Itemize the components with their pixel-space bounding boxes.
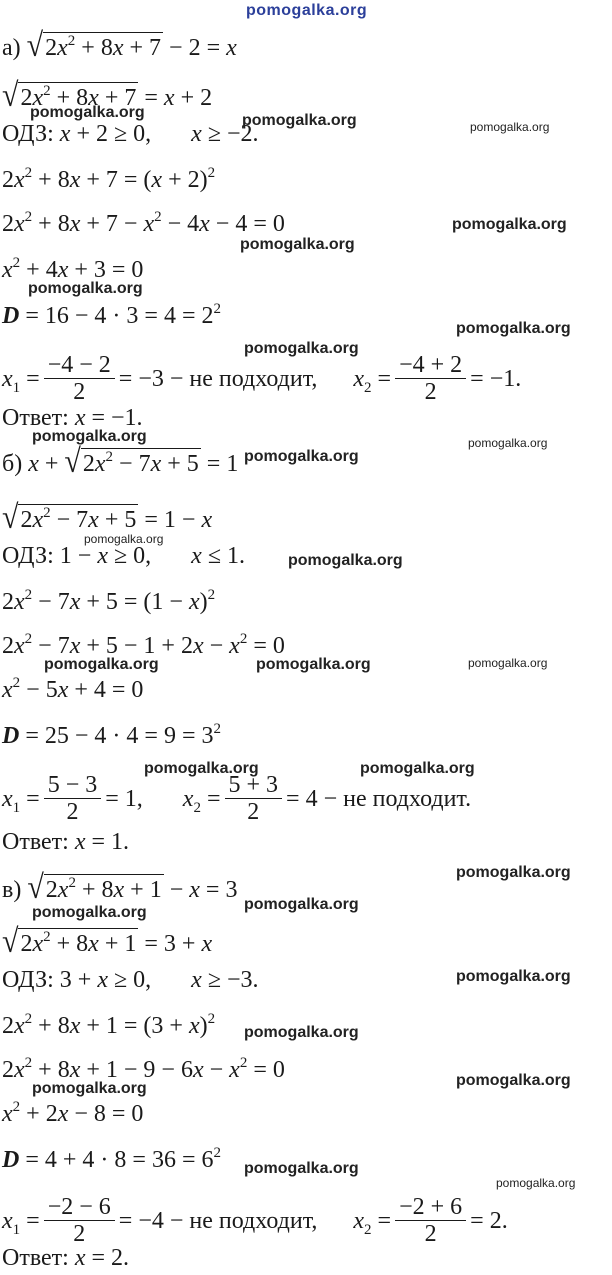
part-b-step-expand: $2x^2 - 7x + 5 - 1 + 2x - x^2 = 0$: [2, 631, 285, 659]
part-b-discriminant: $D = 25 - 4 \cdot 4 = 9 = 3^2$: [2, 721, 221, 749]
watermark: pomogalka.org: [244, 340, 359, 357]
part-b-equation: б) x + √ $2x^2 - 7x + 5$ = 1: [2, 442, 239, 480]
part-b-answer: Ответ: x = 1.: [2, 829, 130, 855]
rejected-note: не подходит.: [343, 786, 472, 813]
answer-label: Ответ:: [2, 1245, 69, 1271]
part-c-step-isolate: √ $2x^2 + 8x + 1$ = 3 + x: [2, 922, 213, 960]
watermark: pomogalka.org: [32, 904, 147, 921]
part-b-step-square: $2x^2 - 7x + 5 = (1 - x)^2$: [2, 587, 216, 615]
watermark: pomogalka.org: [240, 236, 355, 253]
watermark: pomogalka.org: [496, 1176, 576, 1190]
watermark: pomogalka.org: [144, 760, 259, 777]
watermark: pomogalka.org: [456, 320, 571, 337]
watermark-top: pomogalka.org: [246, 2, 368, 19]
watermark: pomogalka.org: [456, 864, 571, 881]
part-b-step-isolate: √ $2x^2 - 7x + 5$ = 1 − x: [2, 498, 213, 536]
part-c-step-quadratic: $x^2 + 2x - 8 = 0$: [2, 1099, 144, 1127]
watermark: pomogalka.org: [256, 656, 371, 673]
watermark: pomogalka.org: [288, 552, 403, 569]
watermark: pomogalka.org: [452, 216, 567, 233]
odz-label: ОДЗ:: [2, 543, 54, 569]
part-a-odz: ОДЗ: x + 2 ≥ 0, x ≥ −2.: [2, 121, 259, 147]
part-c-odz: ОДЗ: 3 + x ≥ 0, x ≥ −3.: [2, 967, 259, 993]
watermark: pomogalka.org: [244, 448, 359, 465]
part-a-discriminant: $D = 16 - 4 \cdot 3 = 4 = 2^2$: [2, 301, 221, 329]
watermark: pomogalka.org: [84, 532, 164, 546]
answer-label: Ответ:: [2, 829, 69, 855]
part-c-equation: в) √ $2x^2 + 8x + 1$ − x = 3: [2, 868, 238, 906]
odz-label: ОДЗ:: [2, 121, 54, 147]
part-b-roots: $x_1$ = $\frac{5 - 3}{2}$ = 1, $x_2$ = $\frac{5 + 3}{2}$ = 4 − не подходит.: [2, 772, 472, 825]
watermark: pomogalka.org: [456, 968, 571, 985]
answer-label: Ответ:: [2, 405, 69, 431]
watermark: pomogalka.org: [28, 280, 143, 297]
watermark: pomogalka.org: [360, 760, 475, 777]
part-b-step-quadratic: $x^2 - 5x + 4 = 0$: [2, 675, 144, 703]
part-b-odz: ОДЗ: 1 − x ≥ 0, x ≤ 1.: [2, 543, 245, 569]
watermark: pomogalka.org: [32, 428, 147, 445]
watermark: pomogalka.org: [470, 120, 550, 134]
part-a-step-quadratic: $x^2 + 4x + 3 = 0$: [2, 255, 144, 283]
odz-label: ОДЗ:: [2, 967, 54, 993]
watermark: pomogalka.org: [244, 1024, 359, 1041]
part-b-label: б): [2, 451, 23, 477]
watermark: pomogalka.org: [456, 1072, 571, 1089]
watermark: pomogalka.org: [242, 112, 357, 129]
watermark: pomogalka.org: [30, 104, 145, 121]
part-c-answer: Ответ: x = 2.: [2, 1245, 130, 1271]
part-a-step-expand: $2x^2 + 8x + 7 - x^2 - 4x - 4 = 0$: [2, 209, 285, 237]
part-c-step-square: $2x^2 + 8x + 1 = (3 + x)^2$: [2, 1011, 216, 1039]
part-c-step-expand: $2x^2 + 8x + 1 - 9 - 6x - x^2 = 0$: [2, 1055, 285, 1083]
part-a-step-square: $2x^2 + 8x + 7 = (x + 2)^2$: [2, 165, 216, 193]
rejected-note: не подходит,: [189, 1208, 318, 1235]
part-a-roots: $x_1$ = $\frac{-4 - 2}{2}$ = −3 − не подходит, $x_2$ = $\frac{-4 + 2}{2}$ = −1.: [2, 352, 522, 405]
part-c-discriminant: $D = 4 + 4 \cdot 8 = 36 = 6^2$: [2, 1145, 221, 1173]
watermark: pomogalka.org: [244, 896, 359, 913]
part-c-label: в): [2, 877, 22, 903]
part-a-step-isolate: √ $2x^2 + 8x + 7$ = x + 2: [2, 76, 213, 114]
part-a-label: а): [2, 35, 21, 61]
watermark: pomogalka.org: [468, 656, 548, 670]
rejected-note: не подходит,: [189, 366, 318, 393]
watermark: pomogalka.org: [32, 1080, 147, 1097]
watermark: pomogalka.org: [468, 436, 548, 450]
watermark: pomogalka.org: [44, 656, 159, 673]
part-a-equation: а) √ $2x^2 + 8x + 7$ − 2 = x: [2, 26, 237, 64]
part-a-answer: Ответ: x = −1.: [2, 405, 143, 431]
watermark: pomogalka.org: [244, 1160, 359, 1177]
part-c-roots: $x_1$ = $\frac{-2 - 6}{2}$ = −4 − не подходит, $x_2$ = $\frac{-2 + 6}{2}$ = 2.: [2, 1194, 508, 1247]
